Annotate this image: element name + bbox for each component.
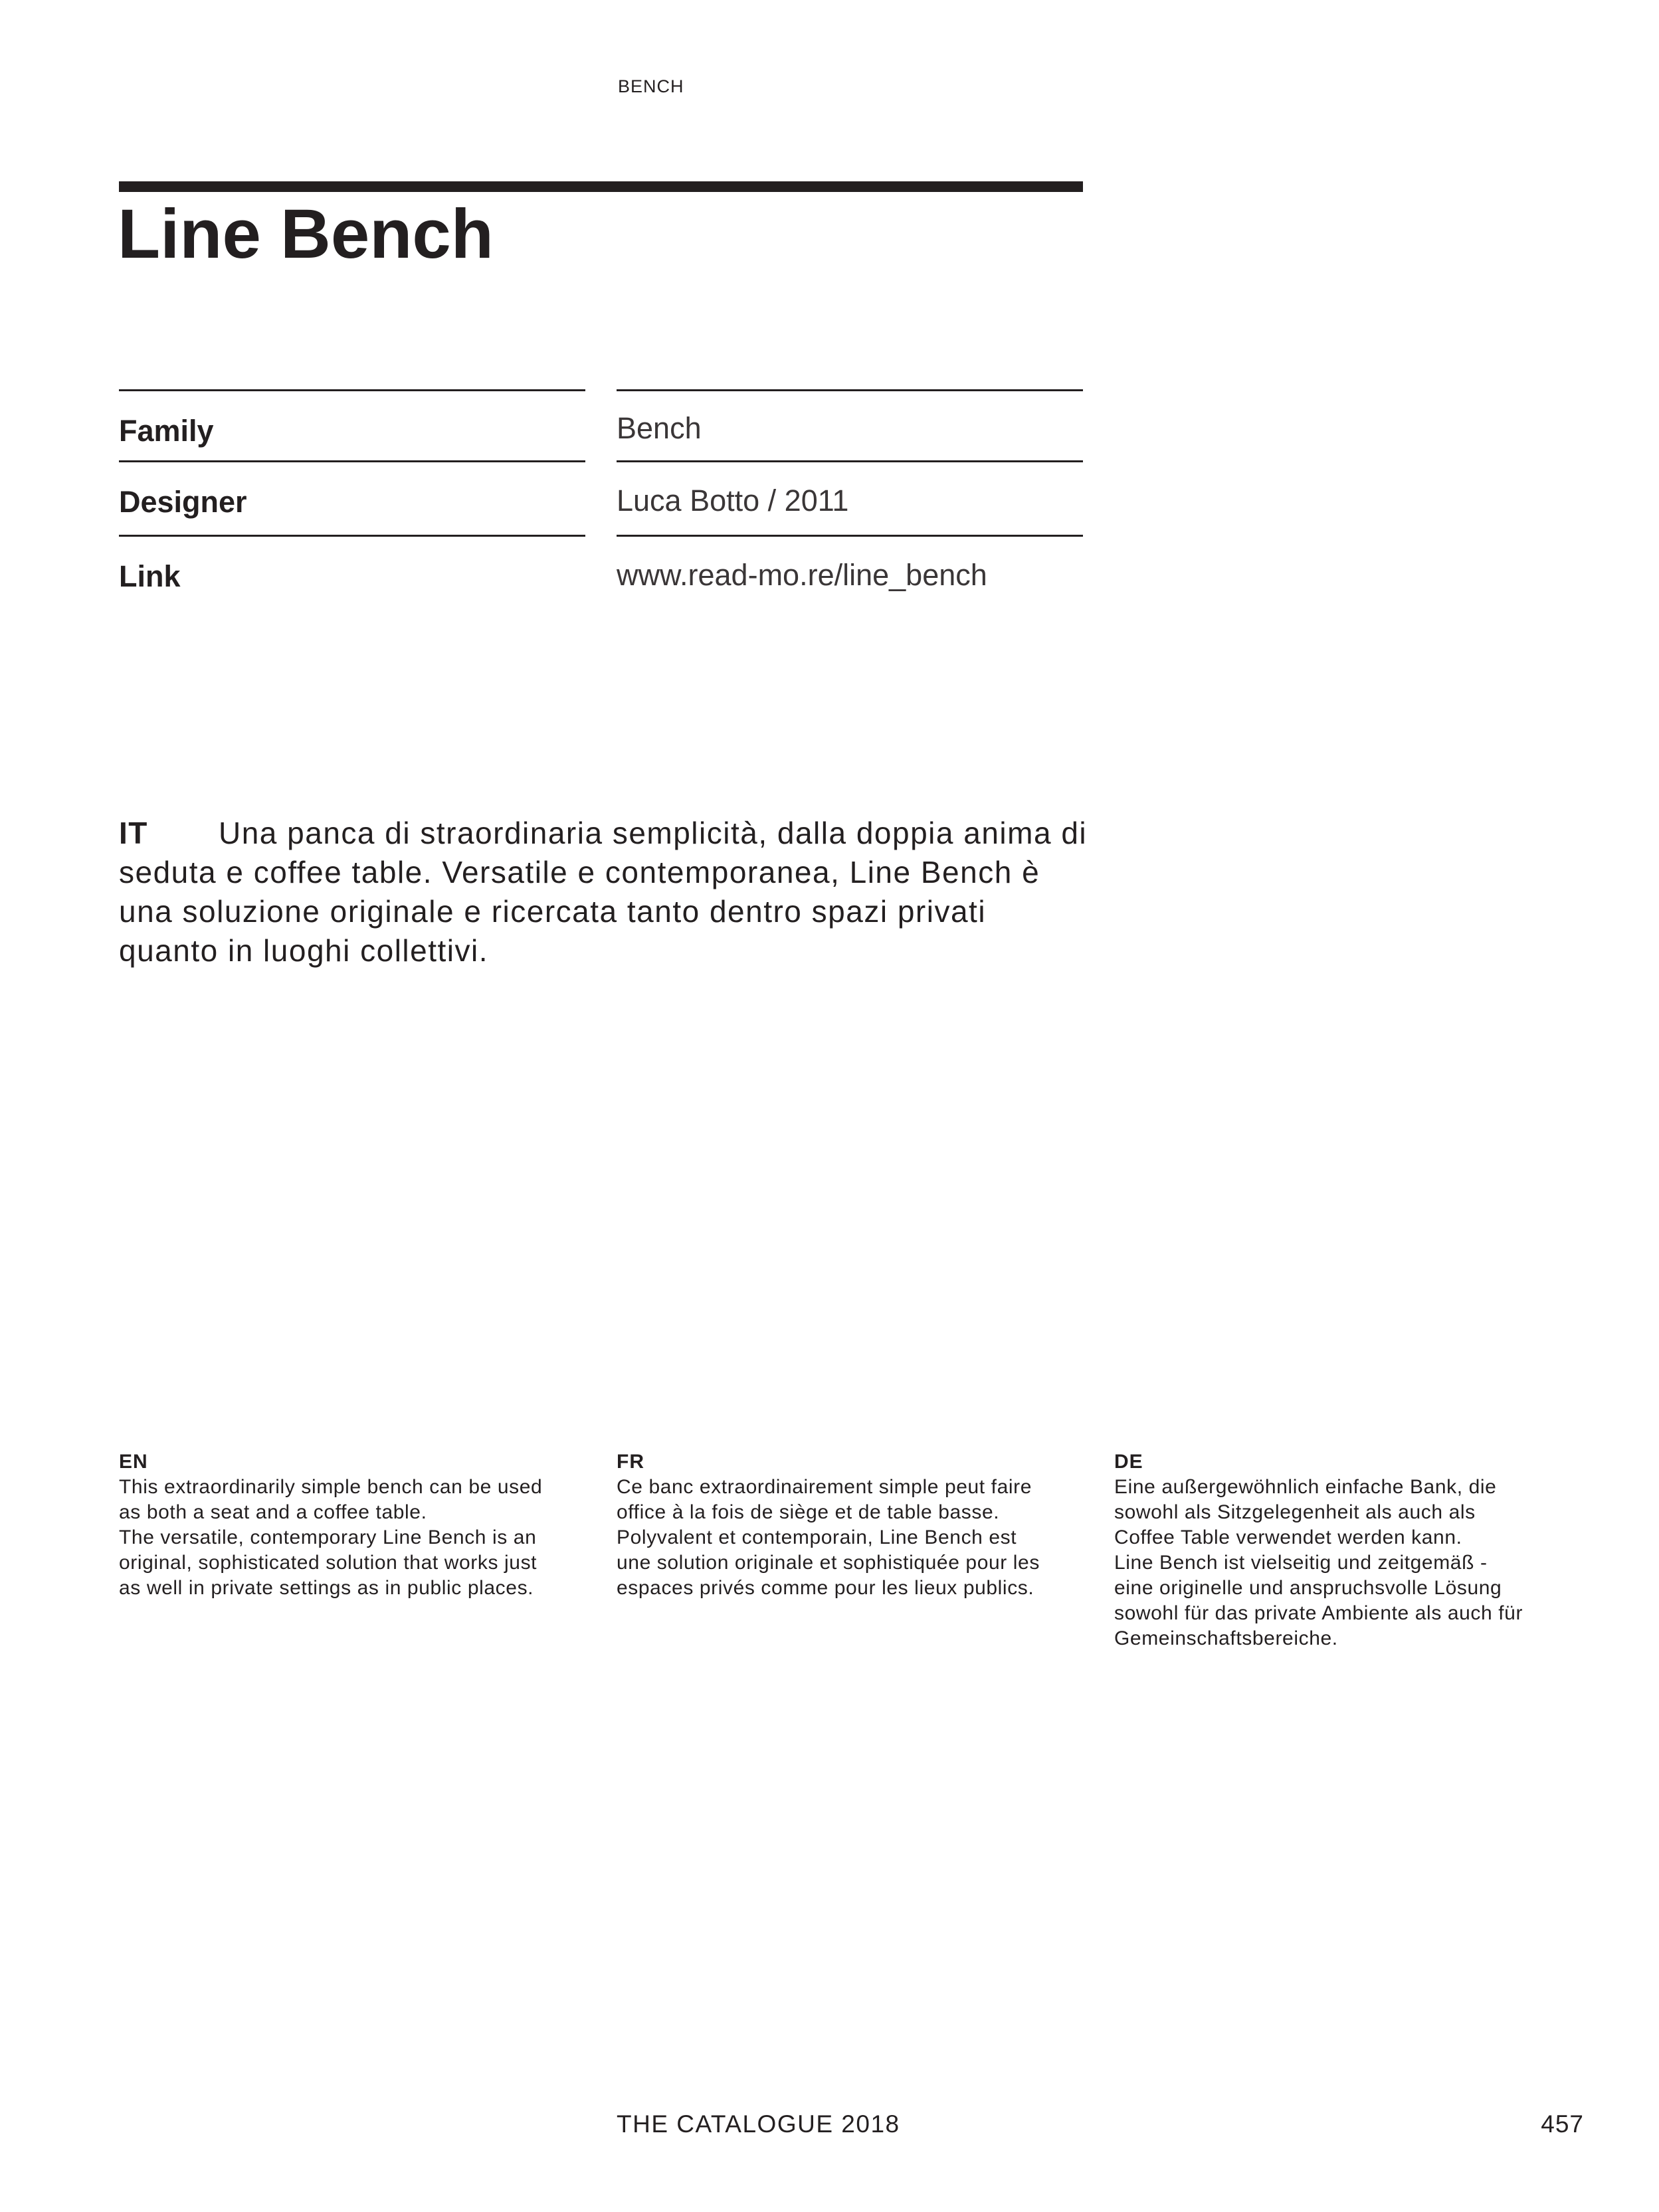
spec-rule bbox=[617, 535, 1083, 537]
language-code-fr: FR bbox=[617, 1451, 644, 1473]
description-de-text: Eine außergewöhnlich einfache Bank, die sowohl als Sitzgelegenheit als auch als Coffee Table verwendet werden kann. Line Bench ist vielseitig und zeitgemäß - eine originelle und anspruchsvolle Lösung sowohl für das private Ambiente als auch für Gemeinschaftsbereiche. bbox=[1114, 1476, 1523, 1649]
description-fr bbox=[617, 1449, 1088, 1601]
description-en-text: This extraordinarily simple bench can be used as both a seat and a coffee table. The versatile, contemporary Line Bench is an original, sophisticated solution that works just as well in private settings as in public places. bbox=[119, 1476, 543, 1599]
description-de bbox=[1114, 1449, 1586, 1651]
title-rule bbox=[119, 181, 1083, 192]
spec-label-family: Family bbox=[119, 414, 214, 448]
spec-value-link[interactable]: www.read-mo.re/line_bench bbox=[617, 558, 987, 592]
language-code-it: IT bbox=[119, 816, 148, 850]
spec-rule bbox=[617, 389, 1083, 391]
section-label: BENCH bbox=[618, 76, 684, 96]
spec-rule bbox=[119, 389, 585, 391]
spec-value-family: Bench bbox=[617, 411, 702, 445]
description-en bbox=[119, 1449, 591, 1601]
spec-rule bbox=[617, 460, 1083, 462]
spec-rule bbox=[119, 535, 585, 537]
spec-value-designer: Luca Botto / 2011 bbox=[617, 484, 849, 517]
spec-label-designer: Designer bbox=[119, 485, 247, 519]
footer-catalogue: THE CATALOGUE 2018 bbox=[617, 2110, 900, 2138]
description-it bbox=[119, 814, 1089, 970]
spec-label-link: Link bbox=[119, 559, 181, 593]
page-title: Line Bench bbox=[118, 195, 494, 273]
description-it-text: Una panca di straordinaria semplicità, dalla doppia anima di seduta e coffee table. Versatile e contemporanea, Line Bench è una soluzione originale e ricercata tanto dentro spazi privati quanto in luoghi collettivi. bbox=[119, 816, 1088, 968]
language-code-de: DE bbox=[1114, 1451, 1143, 1473]
language-code-en: EN bbox=[119, 1451, 148, 1473]
page-number: 457 bbox=[1541, 2110, 1584, 2138]
description-fr-text: Ce banc extraordinairement simple peut faire office à la fois de siège et de table basse. Polyvalent et contemporain, Line Bench est une solution originale et sophistiquée pour les espaces privés comme pour les lieux publics. bbox=[617, 1476, 1040, 1599]
spec-rule bbox=[119, 460, 585, 462]
